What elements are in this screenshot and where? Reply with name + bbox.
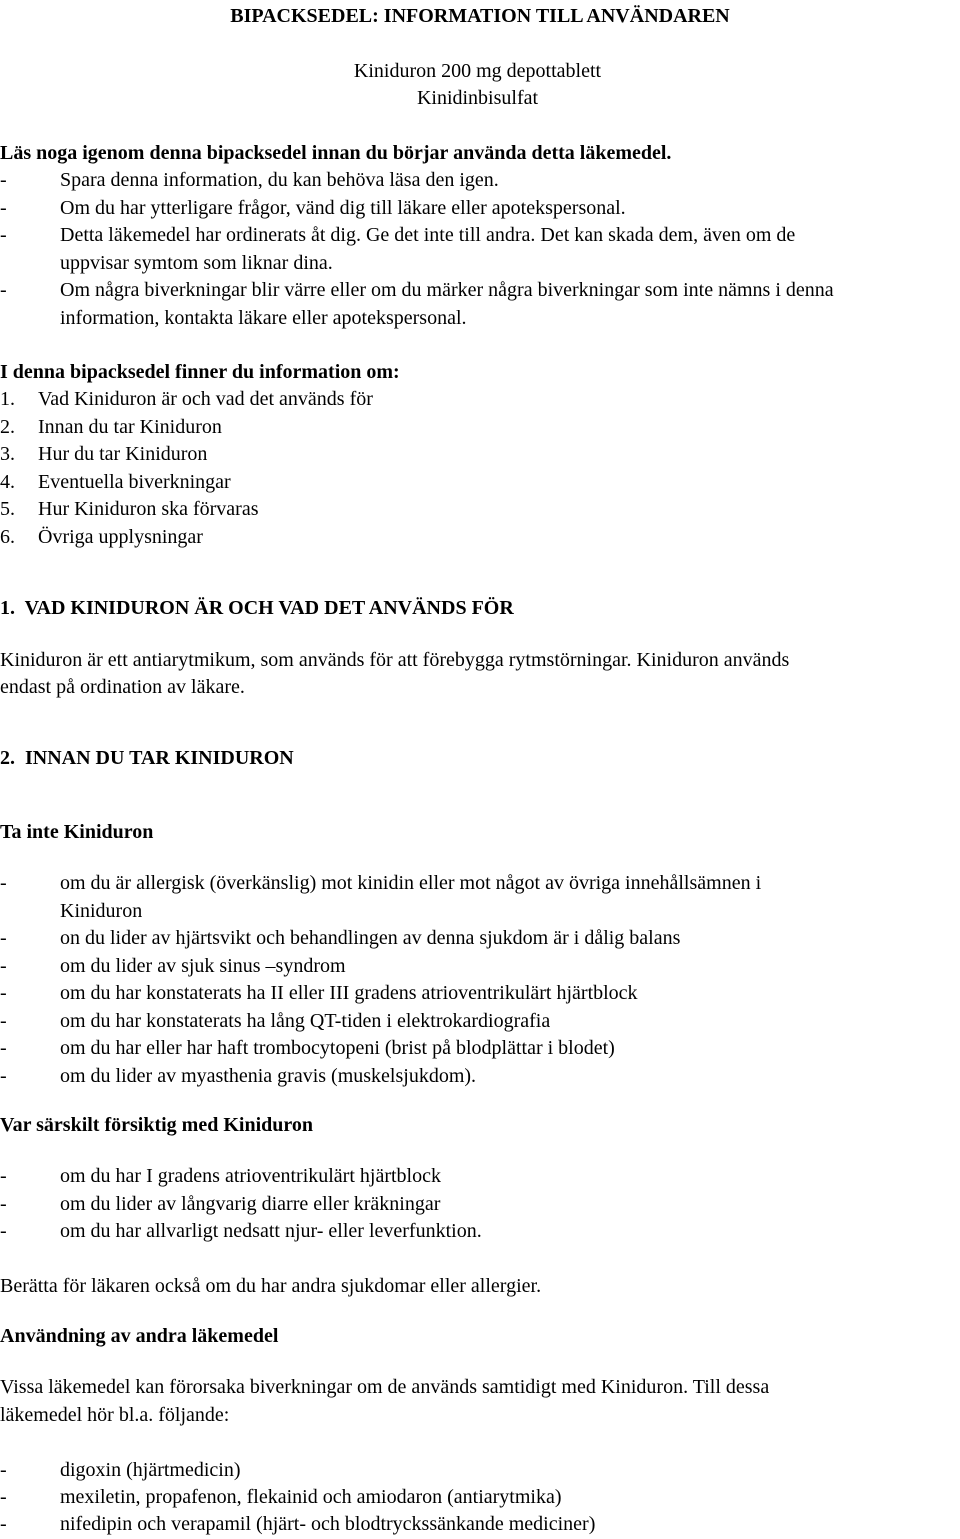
ta-inte-heading: Ta inte Kiniduron [0, 821, 154, 843]
andra-lakemedel-heading: Användning av andra läkemedel [0, 1325, 279, 1347]
intro-item: Om några biverkningar blir värre eller om du märker några biverkningar som inte nämns i denna [60, 279, 834, 301]
bullet-dash: - [0, 982, 7, 1004]
ta-inte-item-continued: Kiniduron [60, 900, 143, 922]
section-2-heading: 2. INNAN DU TAR KINIDURON [0, 747, 294, 769]
toc-item: Innan du tar Kiniduron [38, 416, 222, 438]
andra-lakemedel-text: Vissa läkemedel kan förorsaka biverkningar om de används samtidigt med Kiniduron. Till dessa [0, 1376, 770, 1398]
document-title: BIPACKSEDEL: INFORMATION TILL ANVÄNDAREN [230, 5, 730, 27]
ta-inte-item: om du har eller har haft trombocytopeni (brist på blodplättar i blodet) [60, 1037, 615, 1059]
ta-inte-item: om du lider av myasthenia gravis (muskelsjukdom). [60, 1065, 477, 1087]
forsiktig-item: om du har I gradens atrioventrikulärt hjärtblock [60, 1165, 441, 1187]
bullet-dash: - [0, 1513, 7, 1535]
bullet-dash: - [0, 279, 7, 301]
intro-item: Detta läkemedel har ordinerats åt dig. Ge det inte till andra. Det kan skada dem, även om de [60, 224, 796, 246]
bullet-dash: - [0, 872, 7, 894]
bullet-dash: - [0, 1065, 7, 1087]
bullet-dash: - [0, 224, 7, 246]
beratta-text: Berätta för läkaren också om du har andra sjukdomar eller allergier. [0, 1275, 542, 1297]
andra-lakemedel-item: digoxin (hjärtmedicin) [60, 1459, 241, 1481]
intro-item: Om du har ytterligare frågor, vänd dig till läkare eller apotekspersonal. [60, 197, 626, 219]
intro-heading: Läs noga igenom denna bipacksedel innan du börjar använda detta läkemedel. [0, 142, 672, 164]
bullet-dash: - [0, 1010, 7, 1032]
andra-lakemedel-item: mexiletin, propafenon, flekainid och amiodaron (antiarytmika) [60, 1486, 562, 1508]
toc-number: 3. [0, 443, 15, 465]
bullet-dash: - [0, 1459, 7, 1481]
section-1-text: endast på ordination av läkare. [0, 676, 245, 698]
ta-inte-item: on du lider av hjärtsvikt och behandlingen av denna sjukdom är i dålig balans [60, 927, 681, 949]
bullet-dash: - [0, 927, 7, 949]
forsiktig-item: om du har allvarligt nedsatt njur- eller leverfunktion. [60, 1220, 482, 1242]
toc-item: Hur du tar Kiniduron [38, 443, 208, 465]
bullet-dash: - [0, 197, 7, 219]
section-1-heading: 1. VAD KINIDURON ÄR OCH VAD DET ANVÄNDS FÖR [0, 597, 514, 619]
bullet-dash: - [0, 1165, 7, 1187]
product-name: Kiniduron 200 mg depottablett [353, 60, 602, 82]
bullet-dash: - [0, 955, 7, 977]
toc-heading: I denna bipacksedel finner du information om: [0, 361, 400, 383]
bullet-dash: - [0, 1220, 7, 1242]
toc-item: Hur Kiniduron ska förvaras [38, 498, 259, 520]
bullet-dash: - [0, 1193, 7, 1215]
bullet-dash: - [0, 169, 7, 191]
toc-number: 6. [0, 526, 15, 548]
ta-inte-item: om du lider av sjuk sinus –syndrom [60, 955, 346, 977]
toc-item: Vad Kiniduron är och vad det används för [38, 388, 373, 410]
forsiktig-item: om du lider av långvarig diarre eller kräkningar [60, 1193, 441, 1215]
active-substance: Kinidinbisulfat [416, 87, 539, 109]
ta-inte-item: om du har konstaterats ha lång QT-tiden i elektrokardiografia [60, 1010, 551, 1032]
toc-number: 5. [0, 498, 15, 520]
intro-item-continued: information, kontakta läkare eller apotekspersonal. [60, 307, 467, 329]
bullet-dash: - [0, 1486, 7, 1508]
ta-inte-item: om du är allergisk (överkänslig) mot kinidin eller mot något av övriga innehållsämnen i [60, 872, 762, 894]
toc-number: 4. [0, 471, 15, 493]
toc-item: Eventuella biverkningar [38, 471, 231, 493]
bullet-dash: - [0, 1037, 7, 1059]
andra-lakemedel-item: nifedipin och verapamil (hjärt- och blodtryckssänkande mediciner) [60, 1513, 596, 1535]
toc-number: 2. [0, 416, 15, 438]
ta-inte-item: om du har konstaterats ha II eller III gradens atrioventrikulärt hjärtblock [60, 982, 638, 1004]
andra-lakemedel-text: läkemedel hör bl.a. följande: [0, 1404, 230, 1426]
section-1-text: Kiniduron är ett antiarytmikum, som används för att förebygga rytmstörningar. Kiniduron används [0, 649, 790, 671]
toc-number: 1. [0, 388, 15, 410]
intro-item: Spara denna information, du kan behöva läsa den igen. [60, 169, 499, 191]
toc-item: Övriga upplysningar [38, 526, 203, 548]
intro-item-continued: uppvisar symtom som liknar dina. [60, 252, 333, 274]
forsiktig-heading: Var särskilt försiktig med Kiniduron [0, 1114, 314, 1136]
